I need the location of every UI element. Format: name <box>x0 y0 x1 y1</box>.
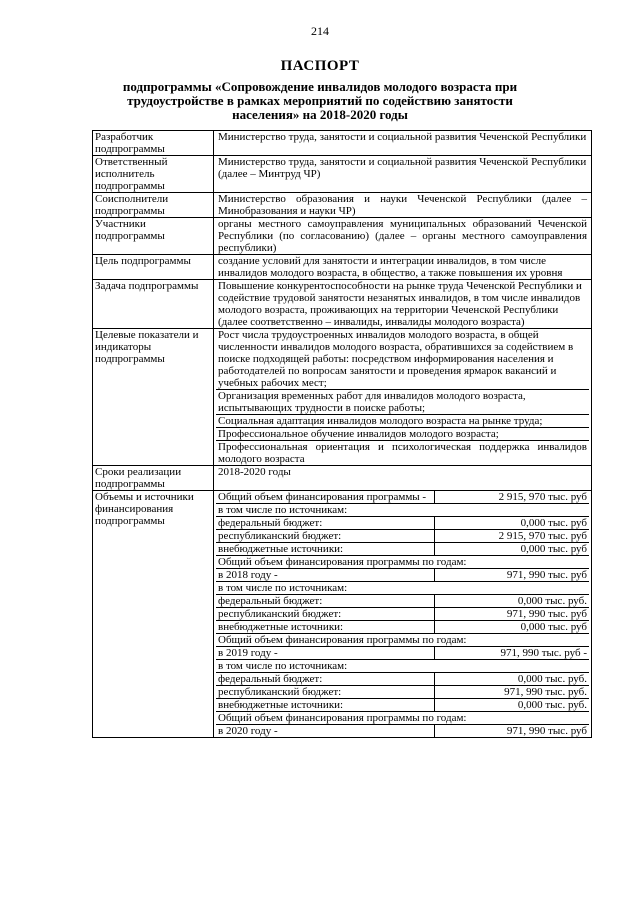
funding-source: федеральный бюджет: <box>216 673 435 686</box>
funding-heading: в том числе по источникам: <box>216 660 589 673</box>
funding-line <box>216 595 589 608</box>
funding-source: в 2020 году - <box>216 725 435 738</box>
funding-line <box>216 608 589 621</box>
funding-amount: 0,000 тыс. руб. <box>435 673 590 686</box>
funding-amount: 971, 990 тыс. руб - <box>435 647 590 660</box>
funding-source: внебюджетные источники: <box>216 699 435 712</box>
funding-source: Общий объем финансирования программы - <box>216 491 435 504</box>
row-content <box>214 329 592 466</box>
content-line: Профессиональная ориентация и психологическая поддержка инвалидов молодого возраста <box>218 441 587 465</box>
funding-heading: Общий объем финансирования программы по годам: <box>216 712 589 725</box>
funding-source: внебюджетные источники: <box>216 621 435 634</box>
passport-row <box>93 329 592 466</box>
passport-row <box>93 193 592 218</box>
passport-table <box>92 130 592 738</box>
row-content <box>214 255 592 280</box>
funding-line <box>216 686 589 699</box>
funding-label: Объемы и источники финансирования подпрограммы <box>93 491 214 738</box>
funding-source: республиканский бюджет: <box>216 530 435 543</box>
content-line: Министерство труда, занятости и социальной развития Чеченской Республики <box>218 131 587 143</box>
passport-row <box>93 466 592 491</box>
funding-line <box>216 491 589 504</box>
passport-row <box>93 280 592 329</box>
funding-amount: 0,000 тыс. руб <box>435 621 590 634</box>
funding-source: федеральный бюджет: <box>216 595 435 608</box>
funding-heading: в том числе по источникам: <box>216 504 589 517</box>
funding-line <box>216 582 589 595</box>
passport-row <box>93 131 592 156</box>
funding-row <box>93 491 592 738</box>
funding-line <box>216 634 589 647</box>
row-label: Целевые показатели и индикаторы подпрограммы <box>93 329 214 466</box>
funding-amount: 971, 990 тыс. руб <box>506 725 587 737</box>
row-content <box>214 218 592 255</box>
row-label: Задача подпрограммы <box>93 280 214 329</box>
row-content <box>214 280 592 329</box>
row-label: Ответственный исполнитель подпрограммы <box>93 156 214 193</box>
funding-line <box>216 543 589 556</box>
funding-heading: Общий объем финансирования программы по годам: <box>216 634 589 647</box>
funding-amount: 971, 990 тыс. руб <box>435 569 590 582</box>
content-line: Профессиональное обучение инвалидов молодого возраста; <box>216 428 589 441</box>
funding-line <box>216 504 589 517</box>
page-subtitle: подпрограммы «Сопровождение инвалидов молодого возраста при трудоустройстве в рамках мероприятий по содействию занятости населения» на 2018-2020 годы <box>122 79 518 122</box>
row-content <box>214 193 592 218</box>
content-line: создание условий для занятости и интеграции инвалидов, в том числе инвалидов молодого возраста, в общество, а также повышения их уровня <box>218 255 563 279</box>
funding-amount: 2 915, 970 тыс. руб <box>435 530 590 543</box>
passport-row <box>93 255 592 280</box>
funding-heading: Общий объем финансирования программы по годам: <box>216 556 589 569</box>
funding-source: в 2019 году - <box>216 647 435 660</box>
content-line: Повышение конкурентоспособности на рынке труда Чеченской Республики и содействие трудовой занятости незанятых инвалидов, в том числе инвалидов молодого возраста, проживающих на территории Чеченской Республики (далее соответственно – инвалиды, инвалиды молодого возраста) <box>218 280 582 328</box>
funding-line <box>216 621 589 634</box>
funding-source: внебюджетные источники: <box>216 543 435 556</box>
row-content <box>214 131 592 156</box>
row-label: Цель подпрограммы <box>93 255 214 280</box>
funding-table <box>216 491 589 737</box>
funding-line <box>216 725 589 738</box>
funding-source: республиканский бюджет: <box>216 608 435 621</box>
row-label: Участники подпрограммы <box>93 218 214 255</box>
content-line: Рост числа трудоустроенных инвалидов молодого возраста, в общей численности инвалидов молодого возраста, обратившихся за содействием в поиске подходящей работы: посредством информирования населения и работодателей по вопросам занятости и проведения ярмарок вакансий и учебных рабочих мест; <box>216 329 589 390</box>
content-line: Социальная адаптация инвалидов молодого возраста на рынке труда; <box>216 415 589 428</box>
funding-amount: 0,000 тыс. руб <box>435 543 590 556</box>
funding-content <box>214 491 592 738</box>
funding-source: федеральный бюджет: <box>216 517 435 530</box>
funding-source: в 2018 году - <box>216 569 435 582</box>
content-line: Организация временных работ для инвалидов молодого возраста, испытывающих трудности в поиске работы; <box>216 390 589 415</box>
content-line: 2018-2020 годы <box>218 466 291 478</box>
content-line: Министерство образования и науки Чеченской Республики (далее – Минобразования и науки ЧР) <box>218 193 587 217</box>
funding-line <box>216 517 589 530</box>
row-content <box>214 466 592 491</box>
funding-line <box>216 556 589 569</box>
funding-amount: 0,000 тыс. руб. <box>435 595 590 608</box>
row-label: Соисполнители подпрограммы <box>93 193 214 218</box>
row-content <box>214 156 592 193</box>
funding-line <box>216 712 589 725</box>
funding-line <box>216 699 589 712</box>
funding-source: республиканский бюджет: <box>216 686 435 699</box>
funding-line <box>216 530 589 543</box>
funding-amount: 971, 990 тыс. руб. <box>435 686 590 699</box>
funding-line <box>216 647 589 660</box>
funding-line <box>216 569 589 582</box>
page-title: ПАСПОРТ <box>280 58 360 74</box>
funding-line <box>216 673 589 686</box>
funding-amount: 0,000 тыс. руб <box>435 517 590 530</box>
funding-heading: в том числе по источникам: <box>216 582 589 595</box>
page-number: 214 <box>311 24 329 38</box>
funding-amount: 0,000 тыс. руб. <box>435 699 590 712</box>
content-line: органы местного самоуправления муниципальных образований Чеченской Республики (по согласованию) (далее – органы местного самоуправления республики) <box>218 218 587 254</box>
row-label: Разработчик подпрограммы <box>93 131 214 156</box>
funding-line <box>216 660 589 673</box>
passport-row <box>93 218 592 255</box>
content-line: Министерство труда, занятости и социальной развития Чеченской Республики (далее – Минтруд ЧР) <box>218 156 587 180</box>
funding-amount: 971, 990 тыс. руб <box>435 608 590 621</box>
passport-row <box>93 156 592 193</box>
row-label: Сроки реализации подпрограммы <box>93 466 214 491</box>
funding-amount: 2 915, 970 тыс. руб <box>435 491 590 504</box>
